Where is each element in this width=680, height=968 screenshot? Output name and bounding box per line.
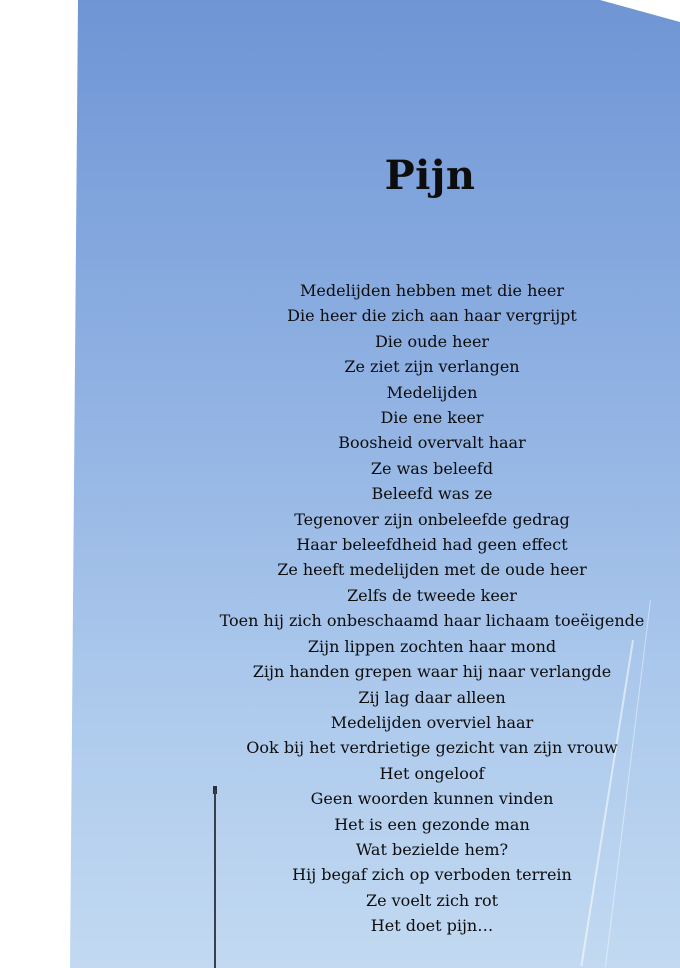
poem-line: Hij begaf zich op verboden terrein	[292, 865, 572, 885]
poem-line: Zelfs de tweede keer	[347, 585, 517, 605]
poem-line: Het doet pijn…	[370, 916, 494, 936]
poem-line: Haar beleefdheid had geen effect	[296, 535, 568, 555]
poem-line: Wat bezielde hem?	[355, 839, 509, 859]
poem-line: Het ongeloof	[379, 763, 485, 783]
poem-line: Zijn lippen zochten haar mond	[307, 636, 557, 656]
poem-line: Medelijden overviel haar	[330, 712, 534, 732]
poem-line: Toen hij zich onbeschaamd haar lichaam toeëigende	[219, 611, 645, 631]
poem-line: Die oude heer	[374, 331, 490, 351]
poem-line: Geen woorden kunnen vinden	[310, 789, 554, 809]
poem-line: Medelijden	[386, 382, 478, 402]
poem-line: Ze ziet zijn verlangen	[344, 357, 520, 377]
poem-line: Het is een gezonde man	[334, 814, 530, 834]
poem-line: Boosheid overvalt haar	[338, 433, 526, 453]
poem-line: Zij lag daar alleen	[358, 687, 506, 707]
poem-line: Ze heeft medelijden met de oude heer	[277, 560, 587, 580]
poem-line: Ze was beleefd	[370, 458, 494, 478]
poem-body	[182, 278, 680, 939]
poem-line: Beleefd was ze	[371, 484, 493, 504]
poem-line: Medelijden hebben met die heer	[300, 281, 564, 300]
poem-title: Pijn	[384, 152, 476, 199]
poem-line: Ook bij het verdrietige gezicht van zijn vrouw	[246, 738, 618, 758]
poem-line: Tegenover zijn onbeleefde gedrag	[294, 509, 570, 529]
poem-line: Zijn handen grepen waar hij naar verlangde	[252, 662, 612, 682]
poem-line: Die heer die zich aan haar vergrijpt	[287, 306, 577, 326]
poem-line: Ze voelt zich rot	[365, 890, 499, 910]
poem-line: Die ene keer	[380, 408, 484, 428]
